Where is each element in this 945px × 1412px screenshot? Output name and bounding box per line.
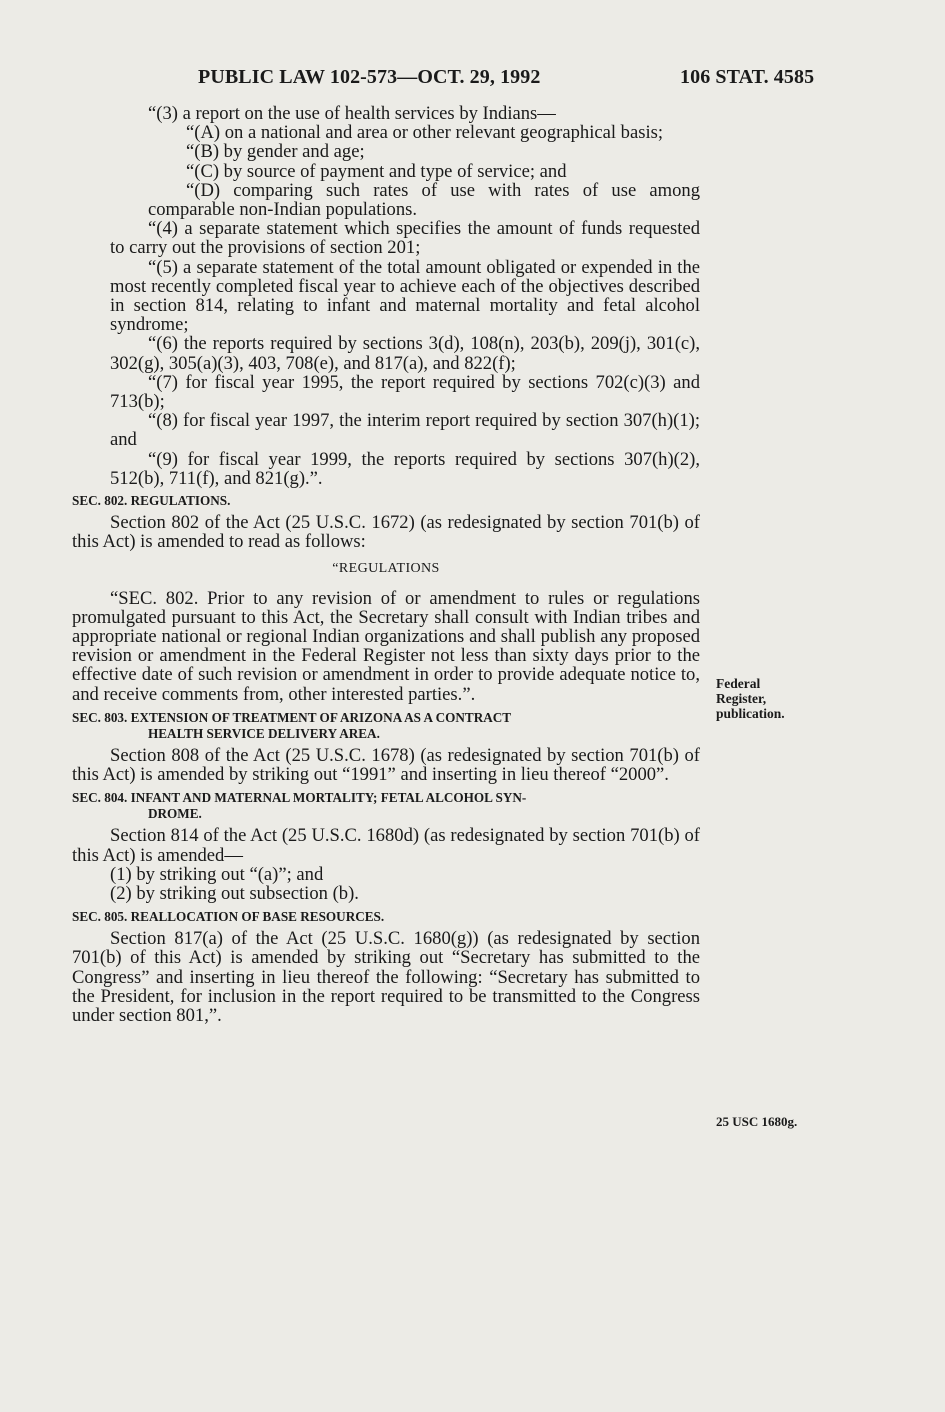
- running-header-title: PUBLIC LAW 102-573—OCT. 29, 1992: [198, 66, 541, 88]
- item-4: “(4) a separate statement which specifies the amount of funds requested to carry out the provisions of section 201;: [110, 218, 700, 259]
- margin-note-federal-register: [716, 676, 785, 721]
- sec-804-heading-line1: SEC. 804. INFANT AND MATERNAL MORTALITY; FETAL ALCOHOL SYN-: [72, 790, 527, 806]
- sec-804-sub-1: (1) by striking out “(a)”; and: [110, 863, 324, 885]
- item-6: “(6) the reports required by sections 3(d), 108(n), 203(b), 209(j), 301(c), 302(g), 305(a)(3), 403, 708(e), and 817(a), and 822(f);: [110, 333, 700, 374]
- sec-804-body: Section 814 of the Act (25 U.S.C. 1680d) (as redesignated by section 701(b) of this Act) is amended—: [72, 825, 700, 866]
- item-3-d: “(D) comparing such rates of use with rates of use among comparable non-Indian populations.: [148, 179, 700, 221]
- sec-802-body: “SEC. 802. Prior to any revision of or amendment to rules or regulations promulgated pursuant to this Act, the Secretary shall consult with Indian tribes and appropriate national or regional Indian organizations and shall publish any proposed revision or amendment in the Federal Register not less than sixty days prior to the effective date of such revision or amendment in order to provide adequate notice to, and receive comments from, other interested parties.”.: [72, 587, 700, 705]
- sec-805-body: Section 817(a) of the Act (25 U.S.C. 1680(g)) (as redesignated by section 701(b) of this Act) is amended by striking out “Secretary has submitted to the Congress” and inserting in lieu thereof the following: “Secretary has submitted to the President, for inclusion in the report required to be transmitted to the Congress under section 801,”.: [72, 928, 700, 1026]
- sec-802-intro: Section 802 of the Act (25 U.S.C. 1672) (as redesignated by section 701(b) of this Act) is amended to read as follows:: [72, 512, 700, 553]
- item-9: “(9) for fiscal year 1999, the reports required by sections 307(h)(2), 512(b), 711(f), and 821(g).”.: [110, 448, 700, 489]
- item-8: “(8) for fiscal year 1997, the interim report required by section 307(h)(1); and: [110, 410, 700, 451]
- item-3-c: “(C) by source of payment and type of service; and: [186, 160, 567, 182]
- margin-note-line: Register,: [716, 691, 767, 706]
- item-3-b: “(B) by gender and age;: [186, 141, 365, 163]
- sec-804-heading-line2: DROME.: [148, 806, 202, 822]
- item-3-a: “(A) on a national and area or other relevant geographical basis;: [186, 122, 664, 144]
- sec-803-heading-line2: HEALTH SERVICE DELIVERY AREA.: [148, 725, 380, 741]
- item-5: “(5) a separate statement of the total amount obligated or expended in the most recently completed fiscal year to achieve each of the objectives described in section 814, relating to infant and maternal mortality and fetal alcohol syndrome;: [110, 256, 700, 336]
- regulations-center-heading: “REGULATIONS: [332, 561, 440, 577]
- sec-803-heading: [72, 710, 700, 742]
- margin-note-line: Federal: [716, 676, 761, 691]
- running-header-stat-page: 106 STAT. 4585: [680, 66, 815, 88]
- sec-804-sub-2: (2) by striking out subsection (b).: [110, 882, 359, 904]
- sec-803-heading-line1: SEC. 803. EXTENSION OF TREATMENT OF ARIZONA AS A CONTRACT: [72, 709, 512, 725]
- sec-803-body: Section 808 of the Act (25 U.S.C. 1678) (as redesignated by section 701(b) of this Act) is amended by striking out “1991” and inserting in lieu thereof “2000”.: [72, 744, 700, 786]
- sec-802-heading: SEC. 802. REGULATIONS.: [72, 493, 231, 509]
- main-text-column: [72, 104, 700, 1025]
- margin-note-line: publication.: [716, 706, 785, 721]
- item-7: “(7) for fiscal year 1995, the report required by sections 702(c)(3) and 713(b);: [110, 371, 700, 413]
- sec-805-heading: SEC. 805. REALLOCATION OF BASE RESOURCES.: [72, 909, 385, 925]
- item-3: “(3) a report on the use of health services by Indians—: [148, 103, 556, 124]
- margin-note-usc-citation: 25 USC 1680g.: [716, 1114, 798, 1129]
- sec-804-heading: [72, 790, 700, 822]
